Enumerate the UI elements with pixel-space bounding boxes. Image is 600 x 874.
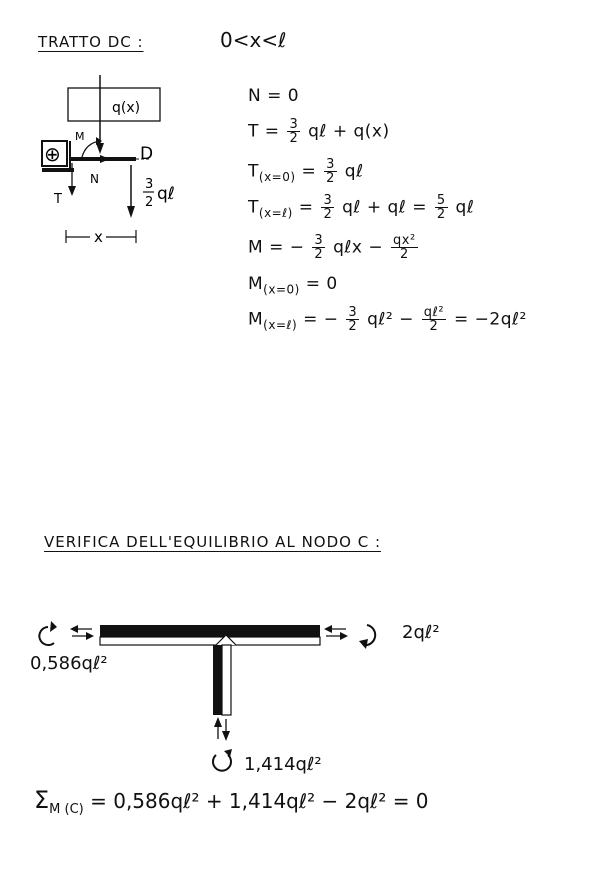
reaction-unit: qℓ: [157, 184, 175, 204]
reaction-num: 3: [145, 177, 154, 192]
eq-moment-xl: $M_{(x=\ell)}$ = − $\frac{3}{2}$ qℓ² − $\frac{\text{qℓ²}}{2}$ = −2qℓ²: [248, 305, 527, 334]
sum-moments-equation: $\Sigma_{M (C)}$ = 0,586qℓ² + 1,414qℓ² − 2qℓ² = 0: [34, 786, 429, 817]
vertical-column: [213, 645, 222, 715]
bottom-rotation-arrow: [213, 755, 231, 771]
axial-label: N: [90, 172, 99, 186]
point-d-label: D: [140, 144, 154, 164]
eq-moment-x0: $M_{(x=0)} = 0$: [248, 274, 338, 297]
eq-shear-xl: $T_{(x=\ell)}$ = $\frac{3}{2}$ qℓ + qℓ = $\frac{5}{2}$ qℓ: [248, 193, 475, 222]
right-moment-label: 2qℓ²: [402, 622, 440, 643]
sign-symbol: ⊕: [44, 142, 61, 166]
eq-moment: M = − $\frac{3}{2}$ qℓx − $\frac{\text{qx²}}{2}$: [248, 233, 416, 262]
shear-label: T: [54, 192, 62, 207]
eq-shear-x0: $T_{(x=0)}$ = $\frac{3}{2}$ qℓ: [248, 157, 364, 186]
beam-free-body-diagram: [30, 75, 230, 305]
load-label: q(x): [112, 100, 141, 116]
moment-label: M: [75, 130, 85, 143]
x-dimension-label: x: [94, 228, 103, 246]
horizontal-beam: [100, 625, 320, 637]
reaction-den: 2: [145, 195, 154, 210]
eq-shear: T = $\frac{3}{2}$ qℓ + q(x): [248, 117, 390, 146]
section2-title: VERIFICA DELL'EQUILIBRIO AL NODO C :: [44, 533, 382, 551]
section1-title: TRATTO DC :: [38, 33, 144, 51]
eq-axial: N = 0: [248, 86, 300, 106]
domain-condition: 0<x<ℓ: [220, 28, 287, 52]
left-moment-label: 0,586qℓ²: [30, 653, 108, 674]
bottom-moment-label: 1,414qℓ²: [244, 754, 322, 775]
